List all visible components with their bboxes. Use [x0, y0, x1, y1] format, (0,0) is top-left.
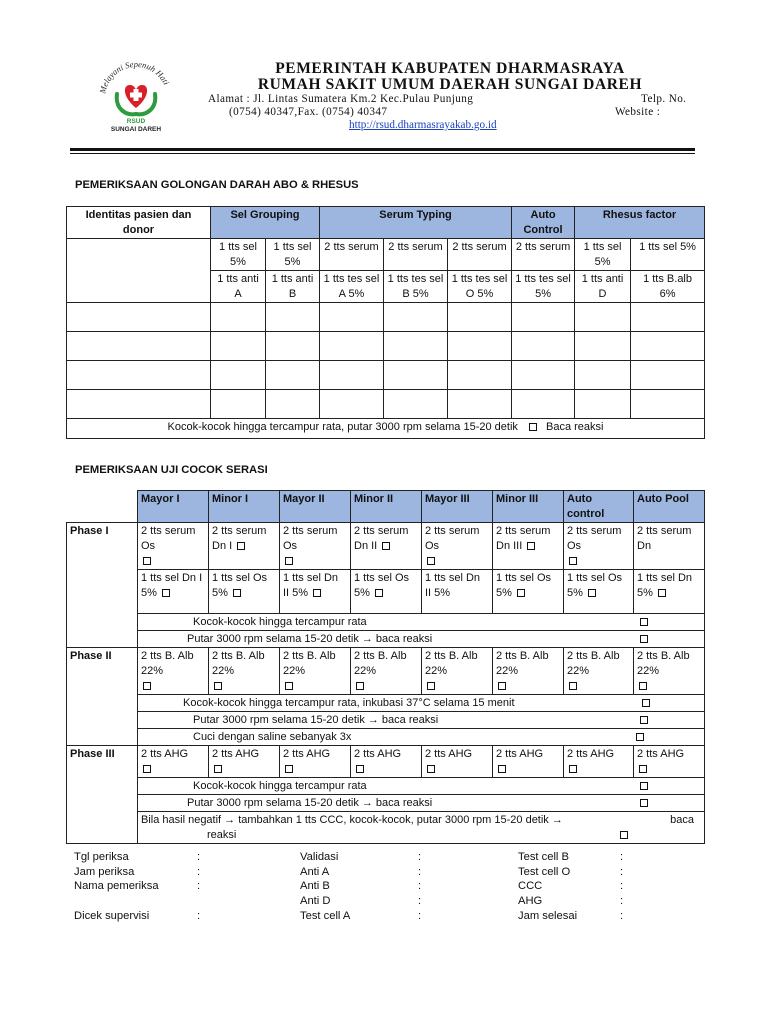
- header-rule-thin: [70, 153, 695, 154]
- checkbox-icon[interactable]: [427, 682, 435, 690]
- step-text: Kocok-kocok hingga tercampur rata, inkubasi 37°C selama 15 menit: [183, 697, 515, 709]
- checkbox-icon[interactable]: [569, 557, 577, 565]
- header-phone-fax: (0754) 40347,Fax. (0754) 40347: [229, 106, 388, 118]
- checkbox-icon[interactable]: [382, 542, 390, 550]
- crossmatch-table: [66, 490, 705, 844]
- abo-entry-row[interactable]: [67, 332, 705, 361]
- crossmatch-section-title: PEMERIKSAAN UJI COCOK SERASI: [75, 464, 268, 476]
- reagent-cell: [138, 570, 209, 614]
- phase-2-label: Phase II: [67, 648, 138, 746]
- checkbox-icon[interactable]: [285, 557, 293, 565]
- reagent-text: 2 tts AHG: [425, 748, 473, 760]
- abo-reagent-cell: 1 tts tes sel 5%: [512, 271, 575, 303]
- entry-cell[interactable]: [512, 332, 575, 361]
- checkbox-icon[interactable]: [214, 682, 222, 690]
- reagent-cell: [138, 648, 209, 695]
- crossmatch-corner: [67, 491, 138, 523]
- header-phone-label: Telp. No.: [641, 93, 687, 105]
- field-label: Anti D: [300, 895, 331, 907]
- field-colon: :: [620, 895, 624, 907]
- website-link[interactable]: http://rsud.dharmasrayakab.go.id: [349, 119, 497, 131]
- reagent-cell: [564, 523, 634, 570]
- checkbox-icon[interactable]: [640, 618, 648, 626]
- field-label: AHG: [518, 895, 543, 907]
- logo-label-name: SUNGAI DAREH: [110, 126, 162, 133]
- reagent-cell: [493, 570, 564, 614]
- field-label: Nama pemeriksa: [74, 880, 159, 892]
- entry-cell[interactable]: [631, 390, 705, 419]
- entry-cell[interactable]: [266, 332, 320, 361]
- reagent-text: 2 tts B. Alb 22%: [496, 650, 549, 677]
- entry-cell[interactable]: [266, 390, 320, 419]
- entry-cell[interactable]: [575, 332, 631, 361]
- entry-cell[interactable]: [211, 303, 266, 332]
- reagent-text: 2 tts AHG: [637, 748, 685, 760]
- abo-reagent-cell: 2 tts serum: [320, 239, 384, 271]
- field-label: Jam selesai: [518, 910, 578, 922]
- crossmatch-col-header: Auto Pool: [634, 491, 705, 523]
- abo-reagent-cell: 1 tts sel 5%: [266, 239, 320, 271]
- field-label: CCC: [518, 880, 543, 892]
- reagent-text: 2 tts B. Alb 22%: [567, 650, 620, 677]
- reagent-cell: [351, 570, 422, 614]
- logo-label-rsud: RSUD: [126, 118, 146, 125]
- checkbox-icon[interactable]: [640, 782, 648, 790]
- reagent-text: 2 tts serum Os: [425, 525, 480, 552]
- entry-cell[interactable]: [211, 390, 266, 419]
- reagent-text: 1 tts sel Dn II 5%: [283, 572, 339, 599]
- entry-cell[interactable]: [320, 332, 384, 361]
- reagent-text: 2 tts B. Alb 22%: [283, 650, 336, 677]
- reagent-cell: [209, 648, 280, 695]
- checkbox-icon[interactable]: [639, 765, 647, 773]
- entry-cell[interactable]: [266, 361, 320, 390]
- hospital-logo: [95, 58, 177, 134]
- abo-header-identity-spacer: [67, 271, 211, 303]
- reagent-cell: [280, 746, 351, 778]
- entry-cell[interactable]: [67, 390, 211, 419]
- field-colon: :: [620, 910, 624, 922]
- step-text: Kocok-kocok hingga tercampur rata: [193, 616, 367, 628]
- entry-cell[interactable]: [67, 303, 211, 332]
- field-colon: :: [620, 851, 624, 863]
- step-text: Bila hasil negatif → tambahkan 1 tts CCC, kocok-kocok, putar 3000 rpm 15-20 detik →: [141, 814, 563, 826]
- field-label: Dicek supervisi: [74, 910, 150, 922]
- field-label: Test cell O: [518, 866, 571, 878]
- step-row: [138, 712, 705, 729]
- field-colon: :: [197, 866, 201, 878]
- field-colon: :: [197, 851, 201, 863]
- field-colon: :: [197, 880, 201, 892]
- logo-arc-text: Melayani Sepenuh Hati: [97, 58, 172, 95]
- reagent-cell: [564, 648, 634, 695]
- entry-cell[interactable]: [448, 361, 512, 390]
- step-text: Cuci dengan saline sebanyak 3x: [193, 731, 352, 743]
- entry-cell[interactable]: [211, 361, 266, 390]
- checkbox-icon[interactable]: [313, 589, 321, 597]
- reagent-text: 2 tts AHG: [212, 748, 260, 760]
- checkbox-icon[interactable]: [498, 765, 506, 773]
- checkbox-icon[interactable]: [658, 589, 666, 597]
- abo-reagent-cell: 1 tts sel 5%: [631, 239, 705, 271]
- checkbox-icon[interactable]: [640, 635, 648, 643]
- entry-cell[interactable]: [211, 332, 266, 361]
- crossmatch-col-header: Minor I: [209, 491, 280, 523]
- entry-cell[interactable]: [575, 390, 631, 419]
- entry-cell[interactable]: [631, 332, 705, 361]
- checkbox-icon[interactable]: [620, 831, 628, 839]
- field-colon: :: [418, 880, 422, 892]
- reagent-cell: [422, 523, 493, 570]
- entry-cell[interactable]: [575, 303, 631, 332]
- entry-cell[interactable]: [67, 361, 211, 390]
- field-colon: :: [418, 895, 422, 907]
- step-text: Kocok-kocok hingga tercampur rata: [193, 780, 367, 792]
- abo-header-sel-grouping: Sel Grouping: [211, 207, 320, 239]
- checkbox-icon[interactable]: [640, 716, 648, 724]
- reagent-text: 1 tts sel Dn II 5%: [425, 572, 481, 599]
- reagent-cell: [351, 746, 422, 778]
- entry-cell[interactable]: [512, 390, 575, 419]
- checkbox-icon[interactable]: [427, 765, 435, 773]
- checkbox-icon[interactable]: [640, 799, 648, 807]
- abo-entry-row[interactable]: [67, 361, 705, 390]
- field-label: Validasi: [300, 851, 339, 863]
- checkbox-icon[interactable]: [143, 682, 151, 690]
- step-text: baca: [670, 814, 694, 826]
- field-colon: :: [620, 866, 624, 878]
- header-hospital-name: RUMAH SAKIT UMUM DAERAH SUNGAI DAREH: [257, 76, 643, 93]
- abo-header-auto-control: Auto Control: [512, 207, 575, 239]
- entry-cell[interactable]: [448, 390, 512, 419]
- header-government: PEMERINTAH KABUPATEN DHARMASRAYA: [275, 60, 625, 77]
- abo-reagent-cell: 2 tts serum: [512, 239, 575, 271]
- field-label: Test cell B: [518, 851, 569, 863]
- reagent-cell: [564, 746, 634, 778]
- checkbox-icon[interactable]: [529, 423, 537, 431]
- checkbox-icon[interactable]: [569, 765, 577, 773]
- abo-reagent-cell: 1 tts anti B: [266, 271, 320, 303]
- reagent-text: 2 tts B. Alb 22%: [425, 650, 478, 677]
- reagent-text: 1 tts sel Dn I 5%: [141, 572, 203, 599]
- crossmatch-col-header: Minor III: [493, 491, 564, 523]
- field-label: Tgl periksa: [74, 851, 129, 863]
- checkbox-icon[interactable]: [233, 589, 241, 597]
- step-row: [138, 778, 705, 795]
- entry-cell[interactable]: [631, 361, 705, 390]
- entry-cell[interactable]: [384, 390, 448, 419]
- reagent-cell: [493, 523, 564, 570]
- reagent-cell: [138, 523, 209, 570]
- step-row: [138, 695, 705, 712]
- abo-section-title: PEMERIKSAAN GOLONGAN DARAH ABO & RHESUS: [75, 179, 359, 191]
- crossmatch-col-header: Mayor III: [422, 491, 493, 523]
- step-row: [138, 614, 705, 631]
- entry-cell[interactable]: [384, 332, 448, 361]
- abo-reagent-cell: 1 tts tes sel A 5%: [320, 271, 384, 303]
- phase-3-label: Phase III: [67, 746, 138, 844]
- reagent-text: 2 tts AHG: [496, 748, 544, 760]
- entry-cell[interactable]: [631, 303, 705, 332]
- abo-reagent-cell: 1 tts anti A: [211, 271, 266, 303]
- checkbox-icon[interactable]: [569, 682, 577, 690]
- field-colon: :: [418, 851, 422, 863]
- step-text: reaksi: [207, 829, 237, 841]
- reagent-text: 2 tts serum Dn II: [354, 525, 409, 552]
- checkbox-icon[interactable]: [356, 765, 364, 773]
- abo-reagent-cell: 1 tts tes sel O 5%: [448, 271, 512, 303]
- abo-header-rhesus: Rhesus factor: [575, 207, 705, 239]
- abo-reagent-cell: 2 tts serum: [448, 239, 512, 271]
- reagent-cell: [564, 570, 634, 614]
- reagent-text: 2 tts serum Dn: [637, 525, 692, 552]
- abo-reagent-cell: 1 tts tes sel B 5%: [384, 271, 448, 303]
- reagent-cell: [209, 523, 280, 570]
- field-label: Jam periksa: [74, 866, 135, 878]
- field-colon: :: [418, 866, 422, 878]
- reagent-cell: [634, 648, 705, 695]
- reagent-text: 1 tts sel Os 5%: [567, 572, 623, 599]
- entry-cell[interactable]: [266, 303, 320, 332]
- field-colon: :: [418, 910, 422, 922]
- reagent-text: 2 tts B. Alb 22%: [141, 650, 194, 677]
- reagent-cell: [634, 523, 705, 570]
- abo-reagent-cell: 1 tts B.alb 6%: [631, 271, 705, 303]
- reagent-cell: [422, 746, 493, 778]
- field-label: Anti B: [300, 880, 330, 892]
- header-rule: [70, 148, 695, 151]
- abo-procedure-end: Baca reaksi: [546, 421, 604, 433]
- step-text: Putar 3000 rpm selama 15-20 detik → baca reaksi: [187, 633, 433, 645]
- checkbox-icon[interactable]: [285, 765, 293, 773]
- reagent-cell: [280, 648, 351, 695]
- reagent-cell: [493, 746, 564, 778]
- reagent-text: 2 tts AHG: [567, 748, 615, 760]
- checkbox-icon[interactable]: [285, 682, 293, 690]
- reagent-cell: [351, 648, 422, 695]
- field-colon: :: [620, 880, 624, 892]
- reagent-text: 2 tts AHG: [141, 748, 189, 760]
- crossmatch-col-header: Auto control: [564, 491, 634, 523]
- checkbox-icon[interactable]: [636, 733, 644, 741]
- abo-reagent-cell: 1 tts sel 5%: [211, 239, 266, 271]
- checkbox-icon[interactable]: [517, 589, 525, 597]
- step-row: [138, 631, 705, 648]
- reagent-cell: [634, 746, 705, 778]
- entry-cell[interactable]: [67, 332, 211, 361]
- checkbox-icon[interactable]: [237, 542, 245, 550]
- entry-cell[interactable]: [320, 390, 384, 419]
- reagent-cell: [138, 746, 209, 778]
- checkbox-icon[interactable]: [143, 765, 151, 773]
- checkbox-icon[interactable]: [498, 682, 506, 690]
- step-row: [138, 729, 705, 746]
- reagent-text: 1 tts sel Os 5%: [496, 572, 552, 599]
- step-row: [138, 795, 705, 812]
- checkbox-icon[interactable]: [356, 682, 364, 690]
- checkbox-icon[interactable]: [642, 699, 650, 707]
- entry-cell[interactable]: [512, 361, 575, 390]
- checkbox-icon[interactable]: [162, 589, 170, 597]
- reagent-cell: [351, 523, 422, 570]
- reagent-text: 2 tts AHG: [283, 748, 331, 760]
- entry-cell[interactable]: [512, 303, 575, 332]
- abo-entry-row[interactable]: [67, 303, 705, 332]
- crossmatch-col-header: Mayor I: [138, 491, 209, 523]
- reagent-text: 1 tts sel Os 5%: [354, 572, 410, 599]
- abo-header-identity: Identitas pasien dan donor: [67, 207, 211, 239]
- header-website-label: Website :: [615, 106, 661, 118]
- reagent-text: 2 tts B. Alb 22%: [637, 650, 690, 677]
- abo-procedure-text: Kocok-kocok hingga tercampur rata, putar 3000 rpm selama 15-20 detik: [167, 421, 518, 433]
- checkbox-icon[interactable]: [427, 557, 435, 565]
- reagent-text: 2 tts serum Dn III: [496, 525, 551, 552]
- reagent-cell: [422, 570, 493, 614]
- header-address: Alamat : Jl. Lintas Sumatera Km.2 Kec.Pulau Punjung: [208, 93, 474, 105]
- entry-cell[interactable]: [320, 361, 384, 390]
- abo-header-serum-typing: Serum Typing: [320, 207, 512, 239]
- reagent-cell: [422, 648, 493, 695]
- abo-reagent-cell: 2 tts serum: [384, 239, 448, 271]
- checkbox-icon[interactable]: [143, 557, 151, 565]
- entry-cell[interactable]: [384, 361, 448, 390]
- reagent-cell: [634, 570, 705, 614]
- checkbox-icon[interactable]: [639, 682, 647, 690]
- abo-table: [66, 206, 705, 439]
- step-text: Putar 3000 rpm selama 15-20 detik → baca reaksi: [193, 714, 439, 726]
- entry-cell[interactable]: [320, 303, 384, 332]
- abo-entry-row[interactable]: [67, 390, 705, 419]
- reagent-text: 2 tts B. Alb 22%: [354, 650, 407, 677]
- crossmatch-col-header: Minor II: [351, 491, 422, 523]
- reagent-cell: [280, 523, 351, 570]
- checkbox-icon[interactable]: [375, 589, 383, 597]
- abo-reagent-cell: 1 tts sel 5%: [575, 239, 631, 271]
- reagent-text: 2 tts serum Dn I: [212, 525, 267, 552]
- reagent-text: 2 tts B. Alb 22%: [212, 650, 265, 677]
- step-text: Putar 3000 rpm selama 15-20 detik → baca reaksi: [187, 797, 433, 809]
- reagent-text: 2 tts serum Os: [567, 525, 622, 552]
- checkbox-icon[interactable]: [527, 542, 535, 550]
- reagent-cell: [493, 648, 564, 695]
- reagent-text: 1 tts sel Dn 5%: [637, 572, 693, 599]
- abo-header-identity-spacer: [67, 239, 211, 271]
- field-label: Anti A: [300, 866, 330, 878]
- step-row: [138, 812, 705, 844]
- abo-reagent-cell: 1 tts anti D: [575, 271, 631, 303]
- field-label: Test cell A: [300, 910, 351, 922]
- reagent-text: 2 tts serum Os: [283, 525, 338, 552]
- entry-cell[interactable]: [384, 303, 448, 332]
- reagent-cell: [280, 570, 351, 614]
- phase-1-label: Phase I: [67, 523, 138, 648]
- field-colon: :: [197, 910, 201, 922]
- entry-cell[interactable]: [448, 332, 512, 361]
- reagent-text: 2 tts AHG: [354, 748, 402, 760]
- crossmatch-col-header: Mayor II: [280, 491, 351, 523]
- abo-procedure-note: [67, 419, 705, 439]
- entry-cell[interactable]: [575, 361, 631, 390]
- reagent-text: 2 tts serum Os: [141, 525, 196, 552]
- reagent-cell: [209, 746, 280, 778]
- entry-cell[interactable]: [448, 303, 512, 332]
- reagent-text: 1 tts sel Os 5%: [212, 572, 268, 599]
- reagent-cell: [209, 570, 280, 614]
- checkbox-icon[interactable]: [214, 765, 222, 773]
- checkbox-icon[interactable]: [588, 589, 596, 597]
